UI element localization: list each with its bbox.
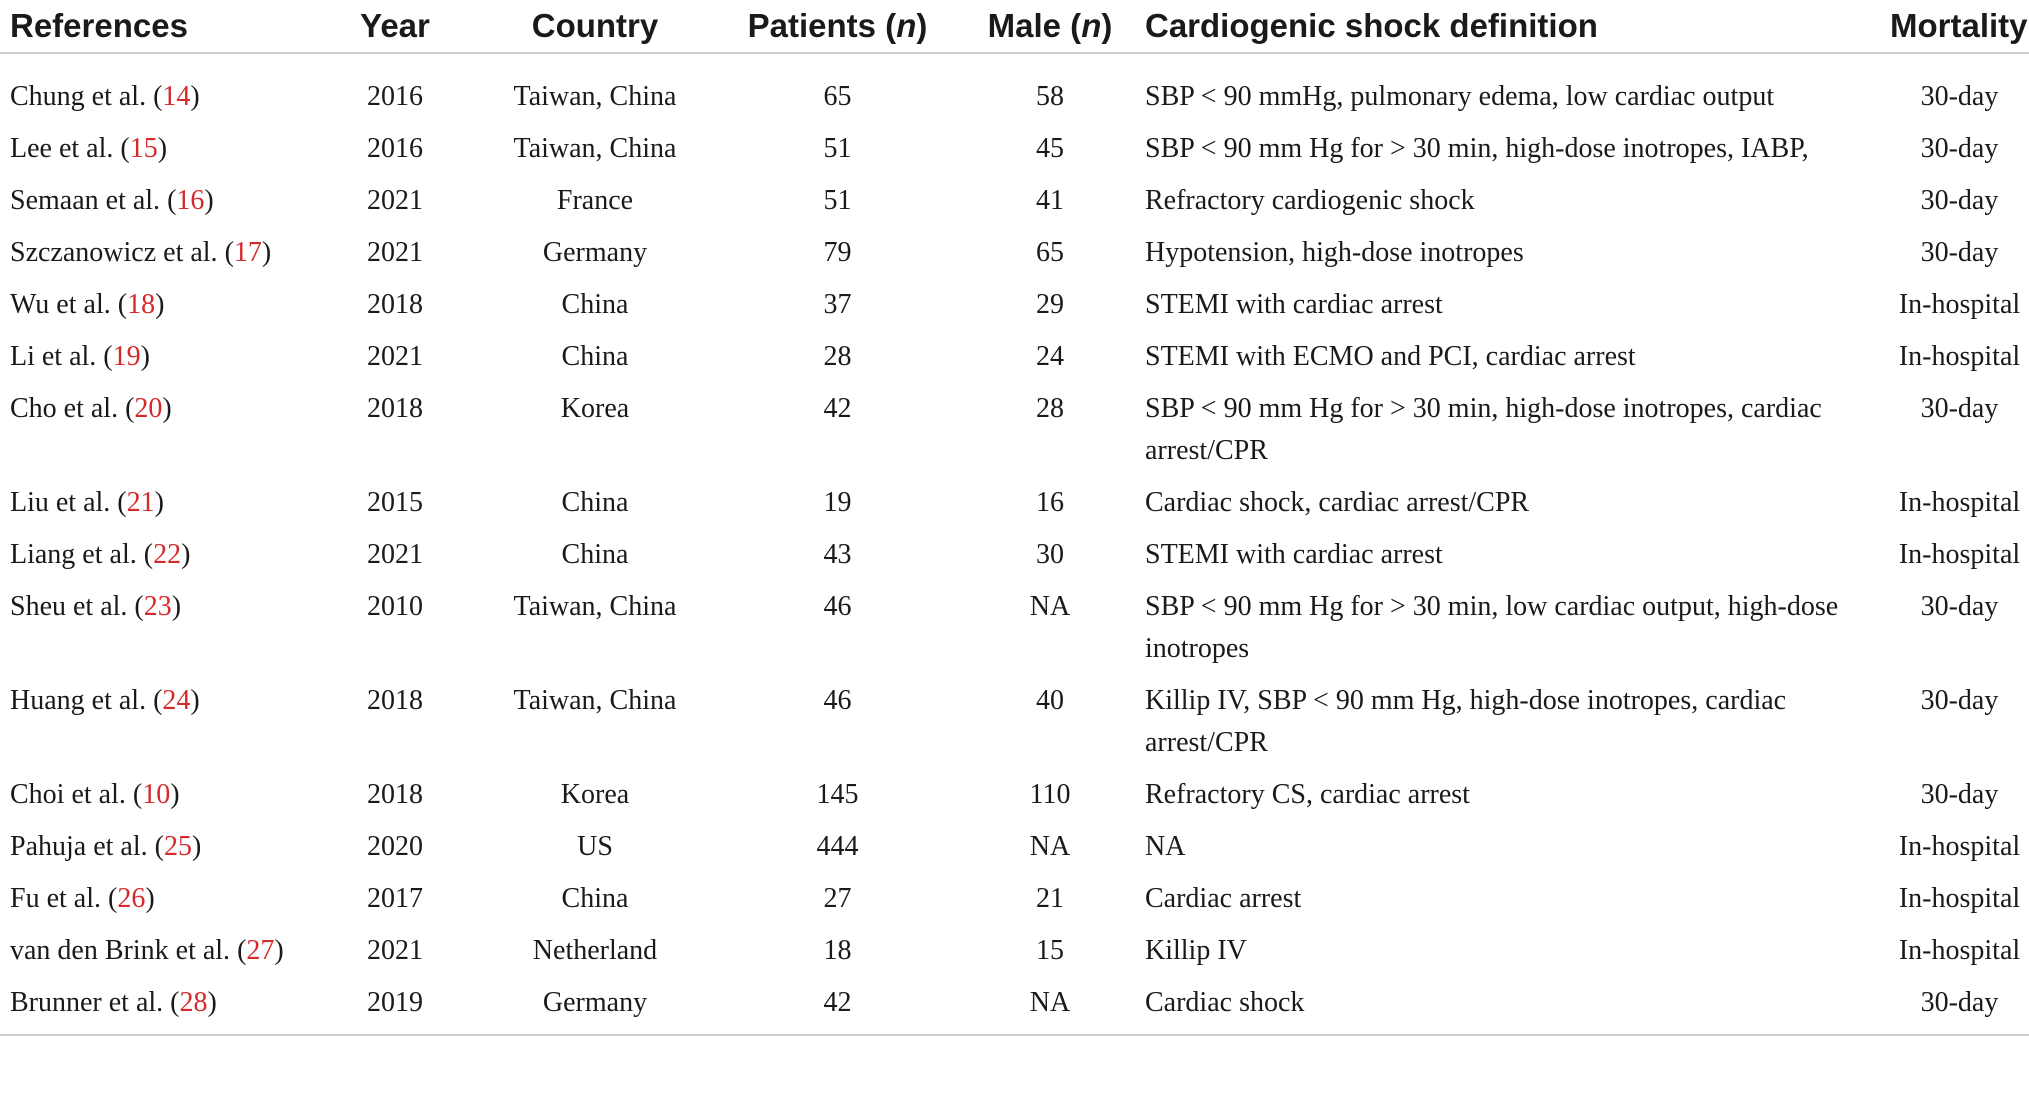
table-row [0,534,2029,586]
header-patients: Patients (n) [747,7,928,44]
cell-year: 2016 [367,133,423,164]
cell-patients: 51 [823,185,852,216]
citation-link[interactable]: 15 [129,133,158,164]
cell-patients: 18 [823,935,852,966]
cell-patients: 46 [823,591,852,622]
cell-patients: 42 [823,987,852,1018]
cell-country: Korea [560,393,630,424]
table-row [0,336,2029,388]
cell-year: 2020 [367,831,423,862]
cell-definition: SBP < 90 mm Hg for > 30 min, low cardiac output, high-dose inotropes [1145,591,1839,664]
cell-country: Korea [560,779,630,810]
cell-mortality: In-hospital [1898,539,2021,570]
cell-country: Netherland [532,935,658,966]
cell-country: Taiwan, China [513,591,677,622]
cell-year: 2010 [367,591,423,622]
table-row [0,826,2029,878]
header-male: Male (n) [987,7,1113,44]
table-row [0,982,2029,1035]
cell-male: 16 [1036,487,1064,518]
citation-link[interactable]: 17 [233,237,262,268]
cell-male: 65 [1036,237,1064,268]
cell-male: NA [1029,987,1071,1018]
author-text: Choi et al. [10,779,126,810]
citation-link[interactable]: 22 [153,539,182,570]
citation-link[interactable]: 27 [246,935,275,966]
cell-reference: Semaan et al. (16) [10,185,214,216]
cell-country: China [561,289,629,320]
cell-mortality: In-hospital [1898,487,2021,518]
table-row [0,128,2029,180]
cell-reference: Lee et al. (15) [10,133,168,164]
author-text: Wu et al. [10,289,111,320]
cell-mortality: In-hospital [1898,289,2021,320]
cell-country: Germany [542,237,648,268]
cell-definition: Refractory cardiogenic shock [1145,185,1475,216]
citation-link[interactable]: 10 [142,779,171,810]
cell-country: France [556,185,634,216]
cell-mortality: 30-day [1920,393,1999,424]
cell-country: US [577,831,613,862]
table-row [0,76,2029,128]
citation-link[interactable]: 21 [126,487,155,518]
author-text: Huang et al. [10,685,147,716]
cell-year: 2021 [367,935,423,966]
cell-mortality: In-hospital [1898,831,2021,862]
cell-reference: Liu et al. (21) [10,487,164,518]
header-year: Year [360,7,430,44]
cell-male: 110 [1029,779,1071,810]
cell-male: 40 [1036,685,1064,716]
cell-definition: Hypotension, high-dose inotropes [1145,237,1524,268]
cell-year: 2021 [367,185,423,216]
table-row [0,774,2029,826]
cell-reference: Pahuja et al. (25) [10,831,202,862]
cell-male: NA [1029,831,1071,862]
author-text: Li et al. [10,341,97,372]
cell-male: 15 [1036,935,1064,966]
cell-male: 45 [1036,133,1064,164]
author-text: Liang et al. [10,539,137,570]
citation-link[interactable]: 18 [127,289,156,320]
author-text: Fu et al. [10,883,101,914]
cell-mortality: In-hospital [1898,883,2021,914]
citation-link[interactable]: 28 [179,987,208,1018]
cell-country: China [561,487,629,518]
cell-male: 29 [1036,289,1064,320]
cell-reference: Cho et al. (20) [10,393,172,424]
cell-country: China [561,341,629,372]
cell-reference: van den Brink et al. (27) [10,935,284,966]
cell-year: 2018 [367,685,423,716]
cell-year: 2015 [367,487,423,518]
cell-definition: Killip IV [1145,935,1247,966]
cell-patients: 19 [823,487,852,518]
citation-link[interactable]: 16 [176,185,205,216]
cell-country: Taiwan, China [513,133,677,164]
cell-reference: Brunner et al. (28) [10,987,217,1018]
cell-country: China [561,539,629,570]
author-text: Brunner et al. [10,987,164,1018]
cell-patients: 28 [823,341,852,372]
cell-country: China [561,883,629,914]
header-spacer [0,53,2029,76]
cell-definition: SBP < 90 mmHg, pulmonary edema, low cardiac output [1145,81,1775,112]
cell-male: 24 [1036,341,1064,372]
cell-year: 2021 [367,539,423,570]
citation-link[interactable]: 26 [117,883,146,914]
table-row [0,878,2029,930]
cell-mortality: 30-day [1920,133,1999,164]
table-row [0,482,2029,534]
cell-reference: Chung et al. (14) [10,81,200,112]
cell-year: 2021 [367,237,423,268]
citation-link[interactable]: 24 [162,685,191,716]
cell-definition: Refractory CS, cardiac arrest [1145,779,1470,810]
cell-year: 2016 [367,81,423,112]
cell-patients: 51 [823,133,852,164]
cell-country: Taiwan, China [513,81,677,112]
cell-patients: 46 [823,685,852,716]
cell-mortality: 30-day [1920,591,1999,622]
citation-link[interactable]: 19 [112,341,141,372]
table-row [0,680,2029,774]
cell-patients: 145 [816,779,859,810]
cell-reference: Choi et al. (10) [10,779,180,810]
author-text: Szczanowicz et al. [10,237,218,268]
table-row [0,284,2029,336]
cell-definition: Cardiac shock [1145,987,1305,1018]
cell-reference: Fu et al. (26) [10,883,155,914]
cell-male: 30 [1036,539,1064,570]
cell-year: 2019 [367,987,423,1018]
cell-mortality: 30-day [1920,685,1999,716]
cell-patients: 43 [823,539,852,570]
cell-definition: STEMI with cardiac arrest [1145,539,1443,570]
cell-definition: SBP < 90 mm Hg for > 30 min, high-dose inotropes, cardiac arrest/CPR [1145,393,1822,466]
author-text: Liu et al. [10,487,111,518]
table-row [0,180,2029,232]
cell-country: Germany [542,987,648,1018]
cell-male: 28 [1036,393,1064,424]
header-country: Country [531,7,659,44]
header-definition: Cardiogenic shock definition [1145,7,1598,44]
citation-link[interactable]: 25 [163,831,192,862]
cell-year: 2018 [367,289,423,320]
cell-year: 2018 [367,779,423,810]
author-text: Pahuja et al. [10,831,148,862]
cell-male: 21 [1036,883,1064,914]
cell-definition: SBP < 90 mm Hg for > 30 min, high-dose inotropes, IABP, [1145,133,1809,164]
cell-patients: 42 [823,393,852,424]
table-row [0,930,2029,982]
cell-mortality: 30-day [1920,779,1999,810]
cell-mortality: 30-day [1920,237,1999,268]
header-references: References [10,7,188,44]
author-text: van den Brink et al. [10,935,231,966]
author-text: Cho et al. [10,393,119,424]
cell-reference: Li et al. (19) [10,341,150,372]
cell-reference: Sheu et al. (23) [10,591,182,622]
cell-patients: 79 [823,237,852,268]
cell-mortality: In-hospital [1898,935,2021,966]
author-text: Sheu et al. [10,591,128,622]
cell-year: 2018 [367,393,423,424]
cell-year: 2021 [367,341,423,372]
cell-country: Taiwan, China [513,685,677,716]
table-row [0,586,2029,680]
cell-mortality: In-hospital [1898,341,2021,372]
cell-mortality: 30-day [1920,81,1999,112]
table-header [0,0,2029,53]
cell-definition: Killip IV, SBP < 90 mm Hg, high-dose inotropes, cardiac arrest/CPR [1145,685,1787,758]
cell-definition: NA [1145,831,1186,862]
cell-reference: Wu et al. (18) [10,289,165,320]
cell-year: 2017 [367,883,423,914]
author-text: Semaan et al. [10,185,161,216]
table-row [0,388,2029,482]
citation-link[interactable]: 14 [162,81,191,112]
cell-definition: STEMI with cardiac arrest [1145,289,1443,320]
cell-reference: Liang et al. (22) [10,539,191,570]
cell-male: 58 [1036,81,1064,112]
header-row [0,0,2029,53]
cell-male: NA [1029,591,1071,622]
cell-definition: Cardiac shock, cardiac arrest/CPR [1145,487,1530,518]
cell-reference: Szczanowicz et al. (17) [10,237,272,268]
author-text: Chung et al. [10,81,147,112]
author-text: Lee et al. [10,133,114,164]
citation-link[interactable]: 23 [143,591,172,622]
cell-patients: 444 [816,831,859,862]
cell-reference: Huang et al. (24) [10,685,200,716]
header-mortality: Mortality [1890,7,2028,44]
cell-mortality: 30-day [1920,185,1999,216]
citation-link[interactable]: 20 [134,393,163,424]
cell-mortality: 30-day [1920,987,1999,1018]
cell-definition: Cardiac arrest [1145,883,1302,914]
cell-patients: 65 [823,81,852,112]
cell-patients: 27 [823,883,852,914]
cell-definition: STEMI with ECMO and PCI, cardiac arrest [1145,341,1636,372]
table-body [0,53,2029,1035]
cell-male: 41 [1036,185,1064,216]
table-row [0,232,2029,284]
cell-patients: 37 [823,289,852,320]
